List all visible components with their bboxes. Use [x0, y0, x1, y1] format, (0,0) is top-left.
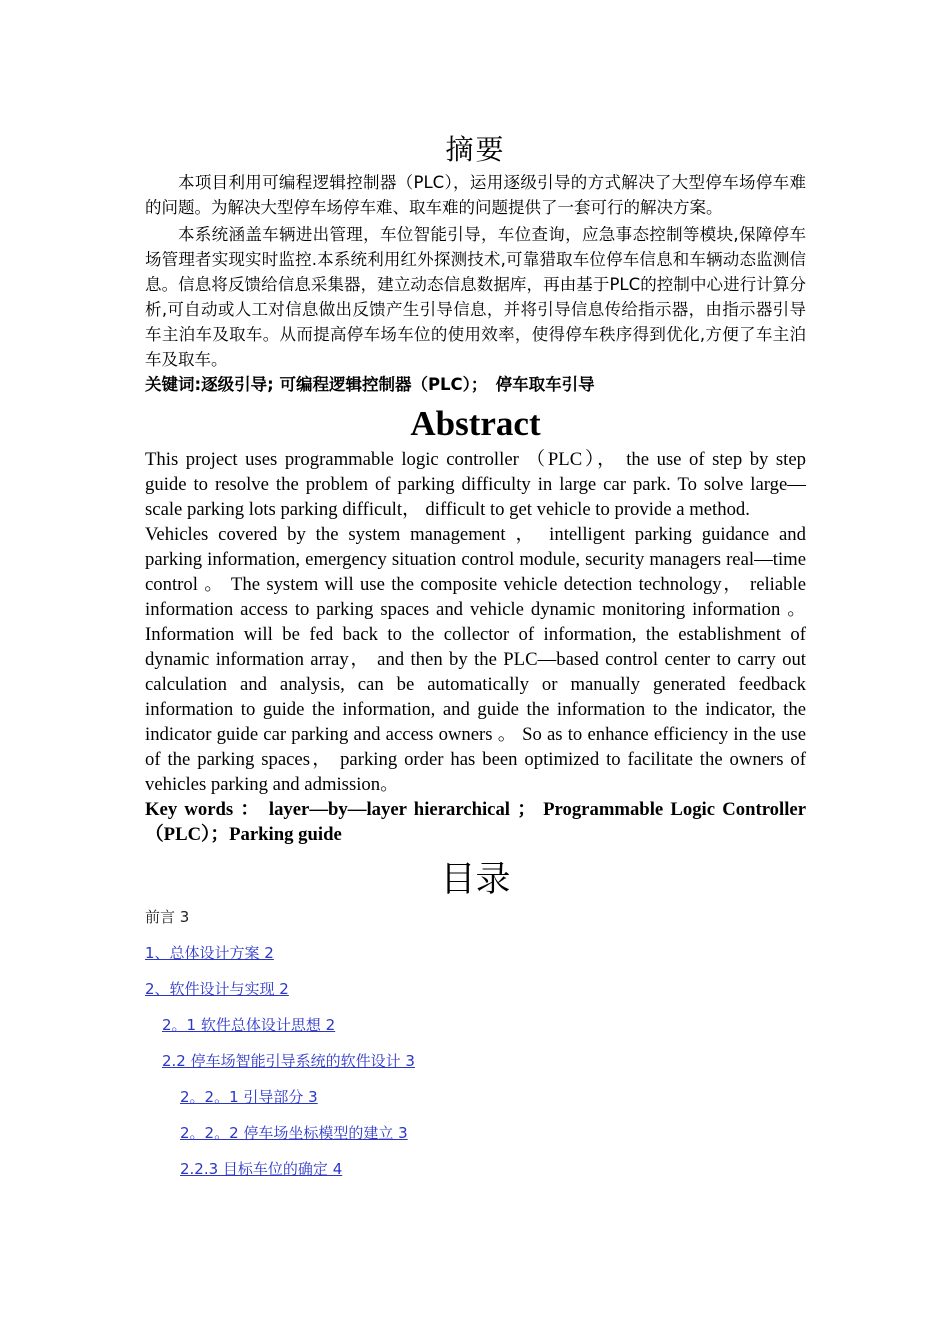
abstract-zh-title: 摘要 — [445, 133, 506, 166]
toc-item-target-space[interactable] — [145, 1159, 806, 1195]
abstract-en-keywords: Key words ： layer—by—layer hierarchical ； Programmable Logic Controller（PLC）；Parking guide — [145, 799, 806, 845]
toc-link[interactable]: 2。1 软件总体设计思想 2 — [162, 1016, 336, 1034]
toc-item-coordinate-model[interactable] — [145, 1123, 806, 1159]
abstract-zh-paragraph-1: 本项目利用可编程逻辑控制器（PLC），运用逐级引导的方式解决了大型停车场停车难的问题。为解决大型停车场停车难、取车难的问题提供了一套可行的解决方案。 — [145, 173, 806, 217]
toc-item-overall-design[interactable] — [145, 943, 806, 979]
abstract-en-paragraph-2: Vehicles covered by the system management ， intelligent parking guidance and parking information, emergency situation control module, security managers real—time control 。 The system will use the composite vehicle detection technology， reliable information access to parking spaces and vehicle dynamic monitoring information 。 Information will be fed back to the collector of information, the establishment of dynamic information array， and then by the PLC—based control center to carry out calculation and analysis, can be automatically or manually generated feedback information to guide the information, and guide the information to the indicator, the indicator guide car parking and access owners 。 So as to enhance efficiency in the use of the parking spaces， parking order has been optimized to facilitate the owners of vehicles parking and admission。 — [145, 524, 806, 795]
toc-link[interactable]: 2。2。1 引导部分 3 — [180, 1088, 318, 1106]
document-page — [145, 0, 806, 1195]
toc-item-preface — [145, 907, 806, 943]
toc-item-label: 前言 3 — [145, 908, 190, 926]
toc-link[interactable]: 2、软件设计与实现 2 — [145, 980, 289, 998]
toc-link[interactable]: 2。2。2 停车场坐标模型的建立 3 — [180, 1124, 408, 1142]
toc-item-guidance-system-software[interactable] — [145, 1051, 806, 1087]
toc-link[interactable]: 2.2.3 目标车位的确定 4 — [180, 1160, 343, 1178]
toc-item-software-design[interactable] — [145, 979, 806, 1015]
toc-item-software-overall-idea[interactable] — [145, 1015, 806, 1051]
abstract-en-title: Abstract — [410, 404, 541, 443]
toc-link[interactable]: 1、总体设计方案 2 — [145, 944, 274, 962]
toc-item-guidance-part[interactable] — [145, 1087, 806, 1123]
toc-title: 目录 — [440, 860, 511, 900]
abstract-zh-paragraph-2: 本系统涵盖车辆进出管理，车位智能引导，车位查询，应急事态控制等模块,保障停车场管理者实现实时监控.本系统利用红外探测技术,可靠猎取车位停车信息和车辆动态监测信息。信息将反馈给信息采集器，建立动态信息数据库，再由基于PLC的控制中心进行计算分析,可自动或人工对信息做出反馈产生引导信息，并将引导信息传给指示器，由指示器引导车主泊车及取车。从而提高停车场车位的使用效率，使得停车秩序得到优化,方便了车主泊车及取车。 — [145, 225, 806, 369]
toc-link[interactable]: 2.2 停车场智能引导系统的软件设计 3 — [162, 1052, 415, 1070]
table-of-contents — [145, 907, 806, 1195]
abstract-zh-keywords: 关键词:逐级引导; 可编程逻辑控制器（PLC）； 停车取车引导 — [145, 375, 595, 394]
abstract-en-paragraph-1: This project uses programmable logic controller （PLC）， the use of step by step guide to resolve the problem of parking difficulty in large car park. To solve large—scale parking lots parking difficult， difficult to get vehicle to provide a method. — [145, 449, 806, 520]
